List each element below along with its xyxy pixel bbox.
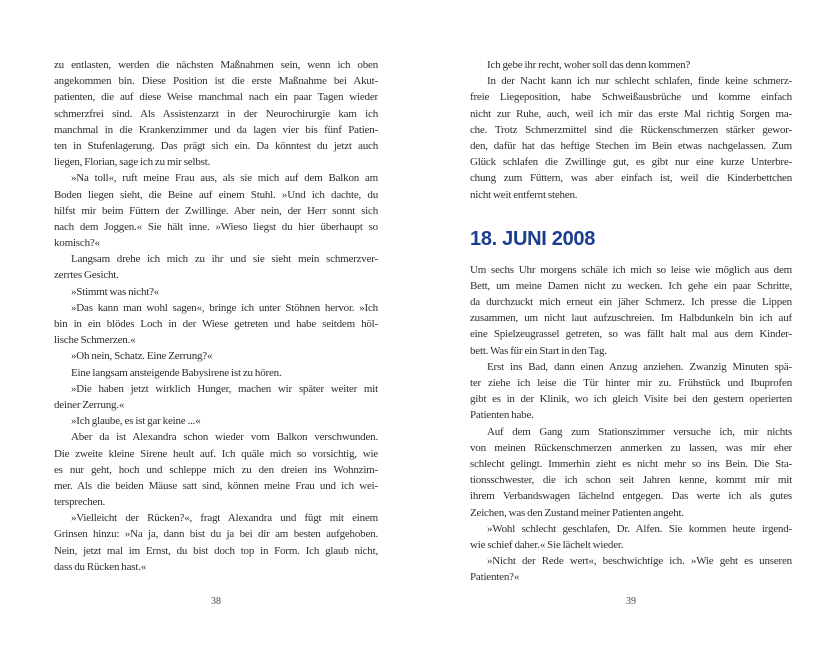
text-line: den, dafür hat das heftige Stechen im Bein etwas nachgelassen. Zum [470,139,792,152]
text-line: bin in ein blödes Loch in der Wiese getreten und habe seitdem höl- [54,318,378,330]
text-line: In der Nacht kann ich nur schlecht schlafen, finde keine schmerz- [487,75,792,88]
text-line: freie Liegeposition, habe Schweißausbrüche und komme einfach [470,91,792,104]
left-page-text-column [54,57,378,575]
right-page-text-column [470,57,792,585]
text-line: lische Schmerzen.« [54,334,136,347]
text-line: liegen, Florian, sage ich zu mir selbst. [54,156,211,169]
text-line: Langsam drehe ich mich zu ihr und sie sieht mein schmerzver- [71,253,378,266]
text-line: nach dem Joggen.« Sie hält inne. »Wieso liegst du hier überhaupt so [54,220,378,233]
text-line: Glück schlafen die Zwillinge gut, es gibt nur eine kurze Unterbre- [470,156,792,169]
text-line: schmerzfrei sind. Als Assistenzarzt in der Neurochirurgie kam ich [54,107,378,120]
text-line: patienten, die auf diese Weise manchmal nach ein paar Tagen wieder [54,91,378,104]
text-line: nicht weit entfernt stehen. [470,188,578,201]
text-line: bett. Was für ein Start in den Tag. [470,344,607,357]
text-line: Ich gebe ihr recht, woher soll das denn kommen? [487,59,691,71]
text-line: »Vielleicht der Rücken?«, fragt Alexandra und fügt mit einem [71,512,378,525]
text-line: »Nicht der Rede wert«, beschwichtige ich. »Wie geht es unseren [487,555,792,568]
text-line: Patienten?« [470,571,520,584]
text-line: ter ziehe ich leise die Tür hinter mir zu. Frühstück und Ibuprofen [470,377,792,389]
text-line: tionsschwester, die ich schon seit Jahren kenne, kommt mir mit [470,474,792,487]
text-line: ten in Stufenlagerung. Das prägt sich ein. Da könntest du jetzt auch [54,139,378,152]
text-line: Bett, um meine Damen nicht zu wecken. Ich gehe ein paar Schritte, [470,279,792,292]
text-line: chung zum Füttern, was aber einfach ist, weil die Kinderbettchen [470,172,792,185]
text-line: wie schief daher.« Sie lächelt wieder. [470,538,624,551]
text-line: Erst ins Bad, dann einen Anzug anziehen. Zwanzig Minuten spä- [487,360,792,373]
text-line: deiner Zerrung.« [54,398,125,411]
text-line: »Die haben jetzt wirklich Hunger, machen wir später weiter mit [71,382,378,395]
text-line: ihrem Verbandswagen lächelnd entgegen. Das werte ich als gutes [470,490,792,503]
text-line: »Ich glaube, es ist gar keine ...« [71,415,201,428]
text-line: hilfst mir beim Füttern der Zwillinge. Aber nein, der Herr sonnt sich [54,204,378,217]
text-line: mer. Als die beiden Mäuse satt sind, können meine Frau und ich wei- [54,479,378,492]
page-number-left: 38 [211,596,221,607]
text-line: Zeichen, was den Zustand meiner Patienten angeht. [470,506,684,519]
text-line: nicht zur Ruhe, auch, weil ich mir das erste Mal richtig Sorgen ma- [470,107,792,120]
text-line: »Wohl schlecht geschlafen, Dr. Alfen. Sie kommen heute irgend- [487,522,792,535]
text-line: es nur geht, hoch und schleppe mich zu den dreien ins Wohnzim- [54,463,378,476]
text-line: zerrtes Gesicht. [54,269,119,282]
text-line: Die zweite kleine Sirene heult auf. Ich quäle mich so vorsichtig, wie [54,447,378,460]
text-line: che. Trotz Schmerzmittel sind die Rückenschmerzen stärker gewor- [470,123,792,136]
text-line: zu entlasten, werden die nächsten Maßnahmen sein, wenn ich oben [54,59,378,71]
text-line: »Oh nein, Schatz. Eine Zerrung?« [71,350,213,363]
text-line: Um sechs Uhr morgens schäle ich mich so leise wie möglich aus dem [470,263,792,276]
text-line: Aber da ist Alexandra schon wieder vom Balkon verschwunden. [71,431,378,444]
text-line: Patienten habe. [470,409,534,422]
text-line: zusammen, um nicht laut aufzuschreien. Im Halbdunkeln bin ich auf [470,312,792,325]
text-line: schlecht gelingt. Immerhin zieht es nicht mehr so ins Bein. Die Sta- [470,457,792,470]
text-line: »Das kann man wohl sagen«, bringe ich unter Stöhnen hervor. »Ich [71,301,378,314]
text-line: Eine langsam ansteigende Babysirene ist zu hören. [71,366,282,379]
text-line: Grinsen hinzu: »Na ja, dann bist du ja bei dir am besten aufgehoben. [54,528,378,541]
text-line: Auf dem Gang zum Stationszimmer versuche ich, mir nichts [487,425,792,438]
text-line: Boden liegen sieht, die Beine auf einem Stuhl. »Und ich dachte, du [54,188,378,201]
text-line: dass du Rücken hast.« [54,560,147,573]
text-line: Nein, jetzt mal im Ernst, du bist doch top in Form. Ich glaub nicht, [54,544,378,557]
text-line: da durchzuckt mich erneut ein jäher Schmerz. Ich presse die Lippen [470,296,792,309]
text-line: tersprechen. [54,496,106,509]
text-line: eine Spielzeugrassel getreten, so was fällt halt mal aus dem Kinder- [470,328,792,341]
text-line: angekommen bin. Diese Position ist die erste Maßnahme bei Akut- [54,75,378,88]
date-heading: 18. JUNI 2008 [470,227,596,250]
text-line: komisch?« [54,237,100,250]
text-line: »Stimmt was nicht?« [71,285,160,298]
text-line: »Na toll«, ruft meine Frau aus, als sie mich auf dem Balkon am [71,172,378,185]
text-line: gibt es in der Klinik, wo ich gleich Visite bei den gestern operierten [470,393,792,406]
text-line: manchmal in die Krankenzimmer und da lagen vier bis fünf Patien- [54,123,378,136]
text-line: von meinen Rückenschmerzen anmerken zu lassen, was mir eher [470,441,792,454]
page-number-right: 39 [626,596,636,607]
